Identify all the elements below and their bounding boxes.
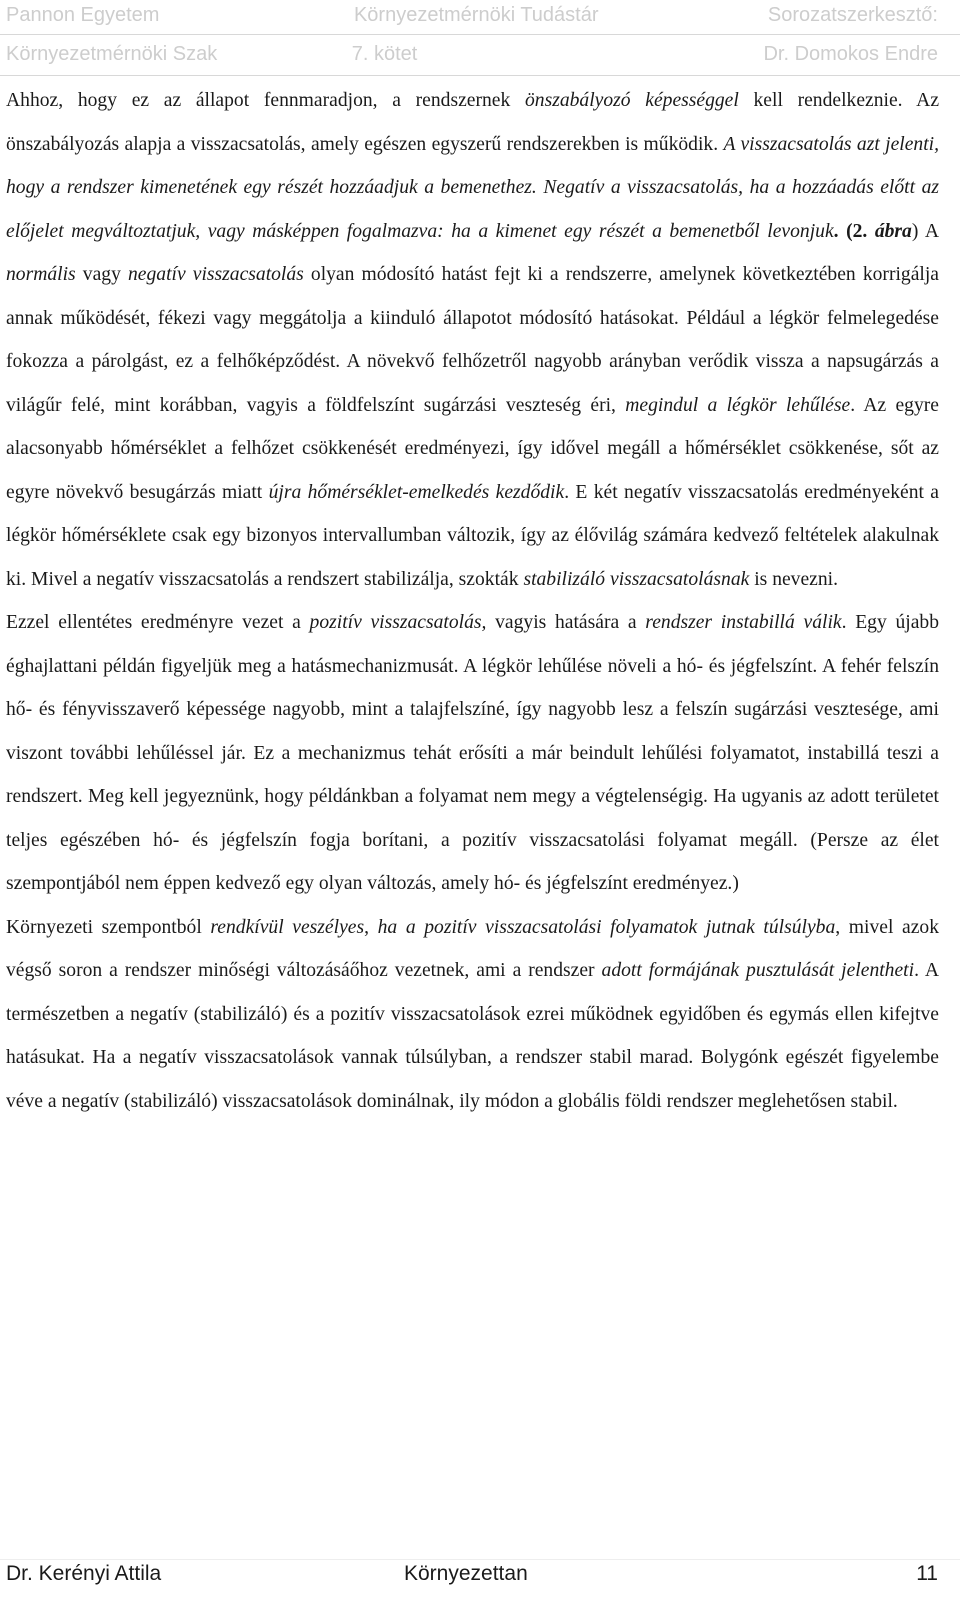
header-row-2 bbox=[6, 43, 938, 73]
text-run: . Az egyre alacsonyabb hőmérséklet a felhőzet csökkenését eredményezi, így idővel megáll a hőmérséklet csökkenése, sőt az egyre növekvő besugárzás miatt bbox=[6, 394, 939, 503]
header-series: Környezetmérnöki Tudástár bbox=[353, 4, 599, 26]
text-run: Ahhoz, hogy ez az állapot fennmaradjon, a rendszernek bbox=[6, 90, 525, 111]
header-divider-1 bbox=[0, 34, 960, 35]
text-run: negatív visszacsatolás bbox=[127, 264, 304, 285]
footer-divider bbox=[0, 1559, 960, 1560]
header-university: Pannon Egyetem bbox=[6, 4, 160, 26]
text-run: önszabályozó képességgel bbox=[524, 90, 739, 111]
text-run: újra hőmérséklet-emelkedés kezdődik bbox=[268, 481, 565, 503]
text-run: Ezzel ellentétes eredményre vezet a bbox=[6, 612, 310, 633]
text-run: is nevezni. bbox=[749, 568, 839, 590]
text-run: vagy bbox=[75, 264, 128, 285]
text-run: . E két negatív visszacsatolás eredményeként a légkör hőmérséklete csak egy bizonyos intervallumban változik, így az élővilág számára kedvező feltételek alakulnak ki. Mivel a negatív visszacsatolás a rendszert stabilizálja, szokták bbox=[6, 481, 940, 590]
footer-book-title: Környezettan bbox=[404, 1562, 528, 1585]
body-text bbox=[6, 79, 939, 1123]
text-run: A visszacsatolás azt jelenti, hogy a rendszer kimenetének egy részét hozzáadjuk a bemenethez. Negatív a visszacsatolás, ha a hozzáadás előtt az előjelet megváltoztatjuk, vagy másképpen fogalmazva: ha a kimenet egy részét a bemenetből levonjuk bbox=[6, 133, 940, 242]
paragraph-environmental-view bbox=[6, 906, 939, 1124]
text-run: kell rendelkeznie. Az önszabályozás alapja a visszacsatolás, amely egészen egyszerű rendszerekben is működik. bbox=[6, 90, 940, 155]
page-header bbox=[0, 0, 960, 80]
text-run: olyan módosító hatást fejt ki a rendszerre, amelynek következtében korrigálja annak működését, fékezi vagy meggátolja a kiinduló állapotot módosító hatásokat. Például a légkör felmelegedése fokozza a párolgást, ez a felhőképződést. A növekvő felhőzetről nagyobb arányban verődik vissza a napsugárzás a világűr felé, mint korábban, vagyis a földfelszínt sugárzási veszteség éri, bbox=[6, 264, 939, 416]
footer-author: Dr. Kerényi Attila bbox=[6, 1562, 162, 1585]
text-run: megindul a légkör lehűlése bbox=[625, 394, 851, 416]
text-run: ábra bbox=[874, 220, 912, 242]
paragraph-feedback-positive bbox=[6, 601, 939, 906]
header-volume: 7. kötet bbox=[351, 43, 418, 65]
text-run: , bbox=[364, 916, 378, 938]
text-run: . Egy újabb éghajlattani példán figyeljük meg a hatásmechanizmusát. A légkör lehűlése növeli a hó- és jégfelszínt. A fehér felszín hő- és fényvisszaverő képessége nagyobb, mint a talajfelszíné, így nagyobb lesz a felszín sugárzási vesztesége, ami viszont további lehűléssel jár. Ez a mechanizmus tehát erősíti a már beindult lehűlési folyamatot, instabillá teszi a rendszert. Meg kell jegyeznünk, hogy példánkban a folyamat nem megy a végtelenségig. Ha ugyanis az adott területet teljes egészében hó- és jégfelszín fogja borítani, a pozitív visszacsatolási folyamat megáll. (Persze az élet szempontjából nem éppen kedvező egy olyan változás, amely hó- és jégfelszínt eredményez.) bbox=[6, 612, 940, 894]
header-faculty: Környezetmérnöki Szak bbox=[6, 43, 218, 65]
page-footer bbox=[6, 1562, 938, 1598]
text-run: rendkívül veszélyes bbox=[210, 916, 365, 938]
text-run: . A természetben a negatív (stabilizáló) és a pozitív visszacsatolások ezrei működnek egyidőben és egymás ellen kifejtve hatásukat. Ha a negatív visszacsatolások vannak túlsúlyban, a rendszer stabil marad. Bolygónk egészét figyelembe véve a negatív (stabilizáló) visszacsatolások dominálnak, ily módon a globális földi rendszer meglehetősen stabil. bbox=[6, 960, 939, 1112]
text-run: . (2. bbox=[833, 220, 875, 242]
text-run: rendszer instabillá válik bbox=[645, 612, 842, 633]
text-run: ha a pozitív visszacsatolási folyamatok jutnak túlsúlyba bbox=[377, 916, 836, 938]
text-run: ) A bbox=[911, 220, 939, 242]
text-run: stabilizáló visszacsatolásnak bbox=[523, 568, 750, 590]
header-editor-name: Dr. Domokos Endre bbox=[763, 43, 938, 65]
header-row-1 bbox=[6, 4, 938, 34]
text-run: adott formájának pusztulását jelentheti bbox=[601, 960, 915, 981]
text-run: , mivel azok végső soron a rendszer minőségi változásáőhoz vezetnek, ami a rendszer bbox=[6, 916, 940, 981]
text-run: vagyis hatására a bbox=[486, 612, 646, 633]
page-number: 11 bbox=[916, 1562, 938, 1585]
header-editor-label: Sorozatszerkesztő: bbox=[767, 4, 938, 26]
header-divider-2 bbox=[0, 75, 960, 76]
text-run: Környezeti szempontból bbox=[6, 916, 211, 938]
text-run: normális bbox=[6, 264, 76, 285]
paragraph-feedback-negative bbox=[6, 79, 939, 601]
text-run: pozitív visszacsatolás, bbox=[309, 612, 487, 633]
